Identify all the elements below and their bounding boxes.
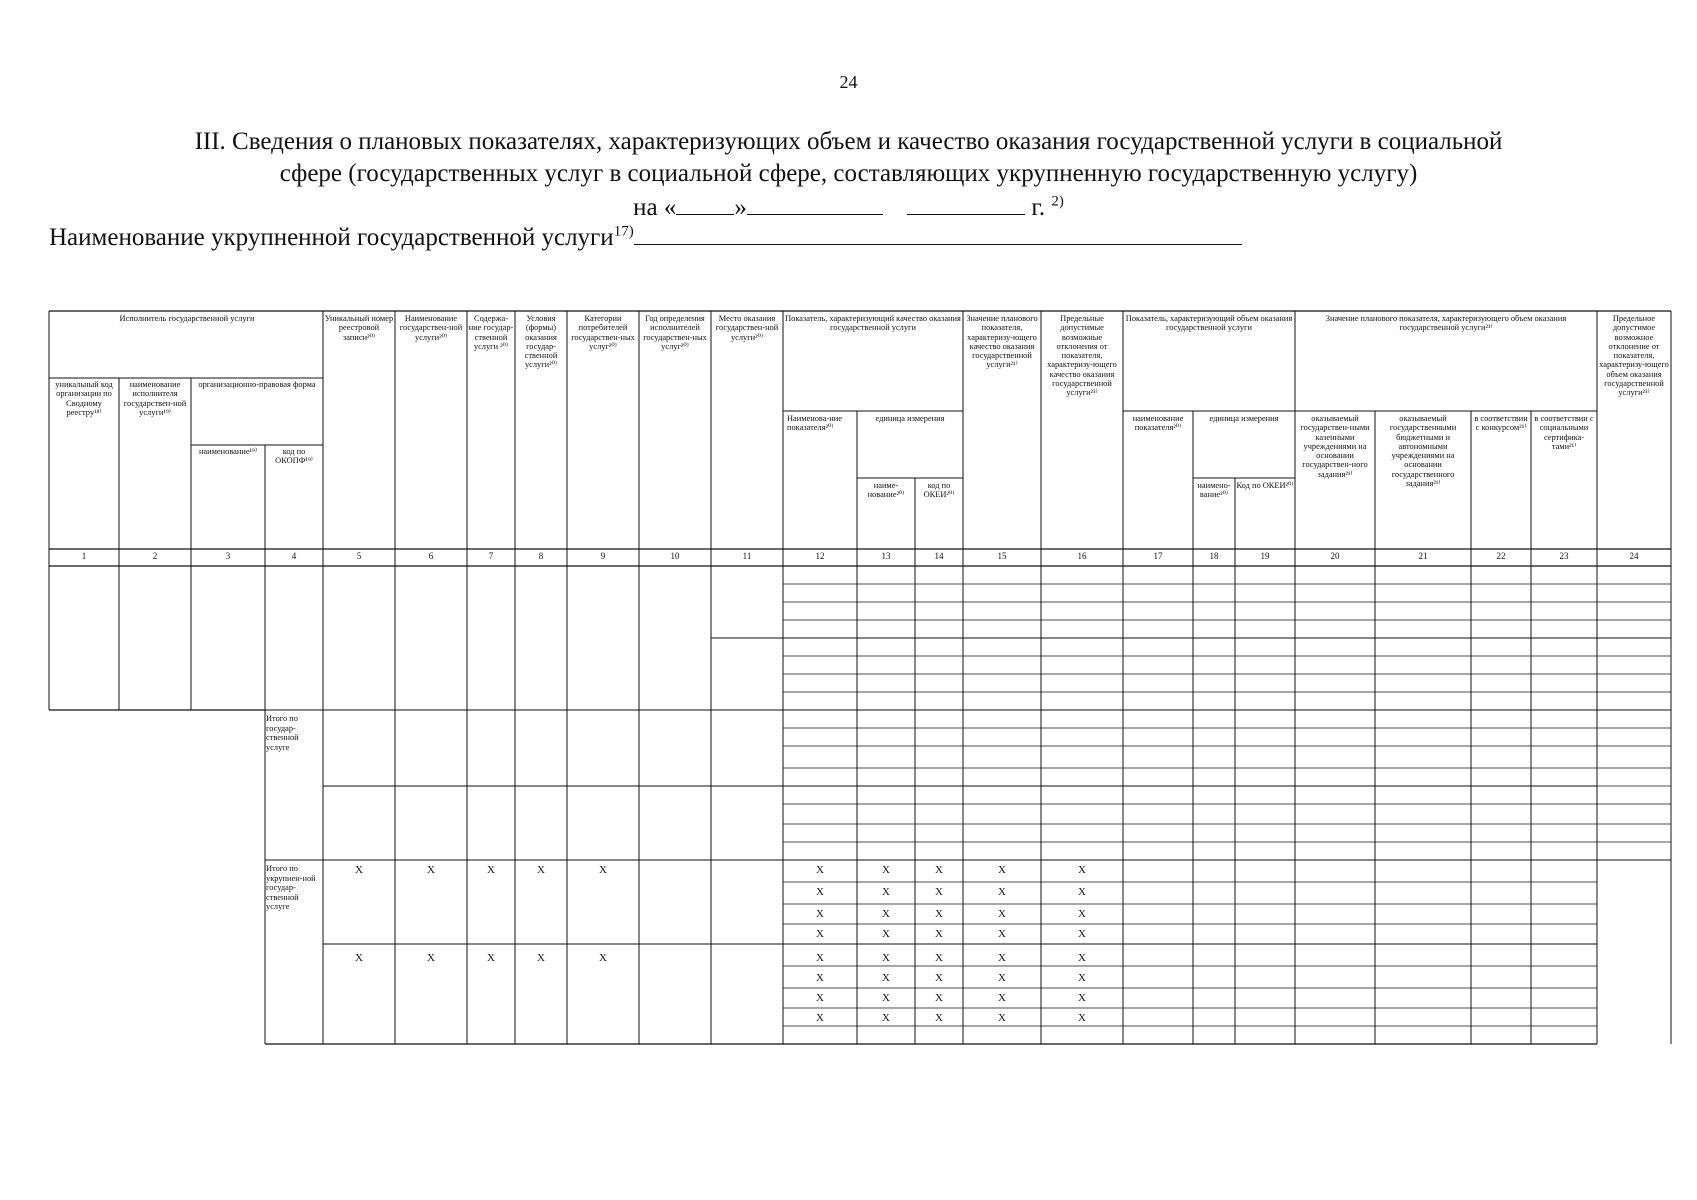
x-mark: X <box>1078 886 1086 898</box>
x-mark: X <box>537 952 545 964</box>
x-mark: X <box>998 864 1006 876</box>
date-suffix: г. <box>1031 194 1046 221</box>
x-mark: X <box>816 992 824 1004</box>
x-mark: X <box>599 864 607 876</box>
itogo-aggregate-label: Итого по укрупнен-ной государ-ственной услуге <box>266 864 316 912</box>
column-number: 10 <box>670 551 680 561</box>
x-mark: X <box>935 886 943 898</box>
x-mark: X <box>427 952 435 964</box>
hdr-col-13: наиме-нование²⁰⁾ <box>867 481 905 500</box>
x-mark: X <box>816 972 824 984</box>
column-number: 16 <box>1077 551 1087 561</box>
column-number: 1 <box>81 551 87 561</box>
hdr-col-24: Предельное допустимое возможное отклонение от показателя, характеризу-ющего объем оказания государственной услуги²¹⁾ <box>1599 314 1669 398</box>
x-mark: X <box>1078 1012 1086 1024</box>
x-mark: X <box>816 1012 824 1024</box>
x-mark: X <box>998 1012 1006 1024</box>
x-mark: X <box>1078 952 1086 964</box>
hdr-col-15: Значение планового показателя, характеризу-ющего качество оказания государственной услуги²¹⁾ <box>966 314 1038 370</box>
x-mark: X <box>998 972 1006 984</box>
x-mark: X <box>935 952 943 964</box>
hdr-col-1: уникальный код организации по Сводному реестру¹⁸⁾ <box>55 380 113 417</box>
x-mark: X <box>816 952 824 964</box>
column-number: 8 <box>538 551 544 561</box>
service-name-label: Наименование укрупненной государственной услуги <box>49 224 614 251</box>
section-title-line2: сфере (государственных услуг в социальной сфере, составляющих укрупненную государственную услугу) <box>279 160 1418 187</box>
hdr-col-5: Уникальный номер реестровой записи²⁰⁾ <box>324 314 394 342</box>
x-mark: X <box>1078 972 1086 984</box>
x-mark: X <box>487 864 495 876</box>
x-mark: X <box>1078 992 1086 1004</box>
x-mark: X <box>882 992 890 1004</box>
hdr-col-19: Код по ОКЕИ²⁰⁾ <box>1236 481 1294 490</box>
date-footnote: 2) <box>1051 193 1064 210</box>
column-number: 11 <box>742 551 752 561</box>
column-number: 17 <box>1153 551 1163 561</box>
x-mark: X <box>935 1012 943 1024</box>
x-mark: X <box>882 886 890 898</box>
hdr-col-6: Наименование государствен-ной услуги²⁰⁾ <box>399 314 463 342</box>
x-mark: X <box>816 928 824 940</box>
x-mark: X <box>882 908 890 920</box>
column-number: 7 <box>488 551 494 561</box>
hdr-col-20: оказываемый государствен-ными казенными учреждениями на основании государствен-ного задания²¹⁾ <box>1300 414 1370 479</box>
x-mark: X <box>998 928 1006 940</box>
hdr-plan-group: Значение планового показателя, характеризующего объем оказания государственной услуги²¹⁾ <box>1325 314 1567 333</box>
hdr-col-4: код по ОКОПФ¹⁹⁾ <box>275 447 313 466</box>
column-number: 19 <box>1260 551 1270 561</box>
column-number: 2 <box>152 551 158 561</box>
x-mark: X <box>427 864 435 876</box>
x-mark: X <box>1078 864 1086 876</box>
x-mark: X <box>998 908 1006 920</box>
hdr-unit-group-1: единица измерения <box>875 414 945 423</box>
hdr-org-form-group: организационно-правовая форма <box>198 380 316 389</box>
hdr-col-3: наименование¹⁹⁾ <box>198 447 258 456</box>
x-mark: X <box>935 864 943 876</box>
x-mark: X <box>882 864 890 876</box>
x-mark: X <box>1078 908 1086 920</box>
x-mark: X <box>355 864 363 876</box>
x-mark: X <box>816 886 824 898</box>
x-mark: X <box>882 952 890 964</box>
column-number: 21 <box>1418 551 1428 561</box>
hdr-col-16: Предельные допустимые возможные отклонения от показателя, характеризу-ющего качество оказания государственной услуги²¹⁾ <box>1047 314 1117 398</box>
column-number: 9 <box>600 551 606 561</box>
date-prefix: на « <box>633 194 677 221</box>
hdr-col-2: наименование исполнителя государствен-ной услуги¹⁹⁾ <box>123 380 187 417</box>
date-mid: » <box>734 194 747 221</box>
hdr-col-10: Год определения исполнителей государствен-ных услуг²⁰⁾ <box>643 314 707 351</box>
column-number: 13 <box>881 551 891 561</box>
hdr-col-9: Категории потребителей государствен-ных услуг²⁰⁾ <box>571 314 635 351</box>
x-mark: X <box>882 972 890 984</box>
column-number: 15 <box>997 551 1007 561</box>
x-mark: X <box>998 886 1006 898</box>
hdr-col-17: наименование показателя²⁰⁾ <box>1132 414 1184 433</box>
x-mark: X <box>599 952 607 964</box>
x-mark: X <box>487 952 495 964</box>
column-number: 20 <box>1330 551 1340 561</box>
hdr-col-22: в соответствии с конкурсом²¹⁾ <box>1474 414 1528 433</box>
column-number: 3 <box>225 551 231 561</box>
x-mark: X <box>882 928 890 940</box>
hdr-col-7: Содержа-ние государ-ственной услуги ²⁰⁾ <box>468 314 514 351</box>
x-mark: X <box>935 928 943 940</box>
x-mark: X <box>1078 928 1086 940</box>
x-mark: X <box>537 864 545 876</box>
column-number: 4 <box>291 551 297 561</box>
hdr-unit-group-2: единица измерения <box>1209 414 1279 423</box>
hdr-col-21: оказываемый государственными бюджетными и автономными учреждениями на основании государственного задания²¹⁾ <box>1389 414 1457 489</box>
x-mark: X <box>882 1012 890 1024</box>
hdr-col-23: в соответствии с социальными сертифика-тами²¹⁾ <box>1534 414 1594 451</box>
column-number: 24 <box>1629 551 1639 561</box>
page-number: 24 <box>839 72 858 92</box>
x-mark: X <box>355 952 363 964</box>
column-number: 5 <box>356 551 362 561</box>
itogo-service-label: Итого по государ-ственной услуге <box>266 714 299 752</box>
hdr-col-18: наимено-вание²⁰⁾ <box>1197 481 1231 500</box>
hdr-col-8: Условия (формы) оказания государ-ственной услуги²⁰⁾ <box>524 314 558 370</box>
x-mark: X <box>935 908 943 920</box>
column-number: 23 <box>1559 551 1569 561</box>
column-number: 22 <box>1496 551 1506 561</box>
hdr-quality-group: Показатель, характеризующий качество оказания государственной услуги <box>785 314 961 333</box>
hdr-col-14: код по ОКЕИ²⁰⁾ <box>923 481 955 500</box>
x-mark: X <box>935 992 943 1004</box>
hdr-executor-group: Исполнитель государственной услуги <box>119 314 255 323</box>
service-name-footnote: 17) <box>613 223 634 240</box>
hdr-col-11: Место оказания государствен-ной услуги²⁰⁾ <box>715 314 779 342</box>
column-number: 18 <box>1209 551 1219 561</box>
column-number: 6 <box>428 551 434 561</box>
hdr-volume-group: Показатель, характеризующий объем оказания государственной услуги <box>1125 314 1293 333</box>
x-mark: X <box>935 972 943 984</box>
x-mark: X <box>998 992 1006 1004</box>
hdr-col-12: Наименова-ние показателя²⁰⁾ <box>787 414 842 433</box>
section-title-line1: III. Сведения о плановых показателях, характеризующих объем и качество оказания государственной услуги в социальной <box>194 128 1503 155</box>
x-mark: X <box>998 952 1006 964</box>
column-number: 14 <box>934 551 944 561</box>
column-number: 12 <box>815 551 825 561</box>
x-mark: X <box>816 864 824 876</box>
x-mark: X <box>816 908 824 920</box>
